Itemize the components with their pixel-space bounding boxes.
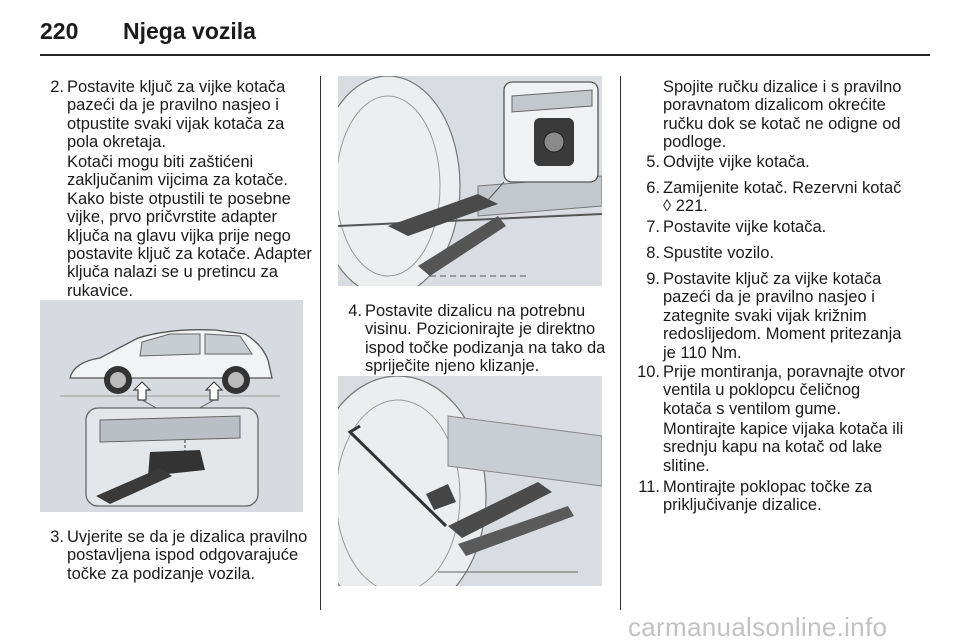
step-text: Montirajte poklopac točke za priključivanje dizalice. [663,478,873,515]
page-title: Njega vozila [123,18,256,44]
step-number: 3. [50,528,64,546]
car-jack-points-illustration [40,300,303,512]
step-10-note: Montirajte kapice vijaka kotača ili srednju kapu na kotač od lake slitine. [663,420,904,475]
jack-positioning-illustration [338,76,602,286]
step-4-continuation: Spojite ručku dizalice i s pravilno poravnatom dizalicom okrećite ručku dok se kotač ne odigne od podloge. [663,78,902,152]
step-number: 11. [638,478,660,496]
step-number: 8. [646,244,660,262]
page-reference-link[interactable]: ◊ 221. [663,197,708,216]
step-text: Odvijte vijke kotača. [663,153,810,171]
column-divider-2 [620,76,621,610]
step-number: 7. [646,218,660,236]
page-number: 220 [40,18,79,44]
step-number: 10. [637,363,660,381]
step-number: 6. [646,179,660,197]
column-divider-1 [320,76,321,610]
step-number: 2. [50,78,64,96]
step-number: 5. [646,153,660,171]
step-number: 4. [348,302,362,320]
watermark: carmanualsonline.info [628,612,888,642]
step-text: Postavite ključ za vijke kotača pazeći da je pravilno nasjeo i zategnite svaki vijak križnim redoslijedom. Moment pritezanja je 110 Nm. [663,270,902,362]
step-text: Postavite vijke kotača. [663,218,827,236]
step-2-note: Kotači mogu biti zaštićeni zaključanim vijcima za kotače. Kako biste otpustili te posebne vijke, prvo pričvrstite adapter ključa na glavu vijka prije nego postavite ključ za kotače. Adapter ključa nalazi se u pretincu za rukavice. [67,153,312,300]
step-text: Prije montiranja, poravnajte otvor ventila u poklopcu čeličnog kotača s ventilom gume. [663,363,906,418]
jack-crank-illustration [338,376,602,586]
step-text: Zamijenite kotač. Rezervni kotač ◊ 221. [663,179,902,216]
step-text: Spustite vozilo. [663,244,774,262]
step-text: Postavite dizalicu na potrebnu visinu. Pozicionirajte je direktno ispod točke podizanja na tako da spriječite njeno klizanje. [365,302,606,376]
page-header [40,18,930,56]
step-number: 9. [646,270,660,288]
step-text: Uvjerite se da je dizalica pravilno postavljena ispod odgovarajuće točke za podizanje vozila. [67,528,308,583]
step-text: Postavite ključ za vijke kotača pazeći da je pravilno nasjeo i otpustite svaki vijak kotača za pola okretaja. [67,78,286,152]
